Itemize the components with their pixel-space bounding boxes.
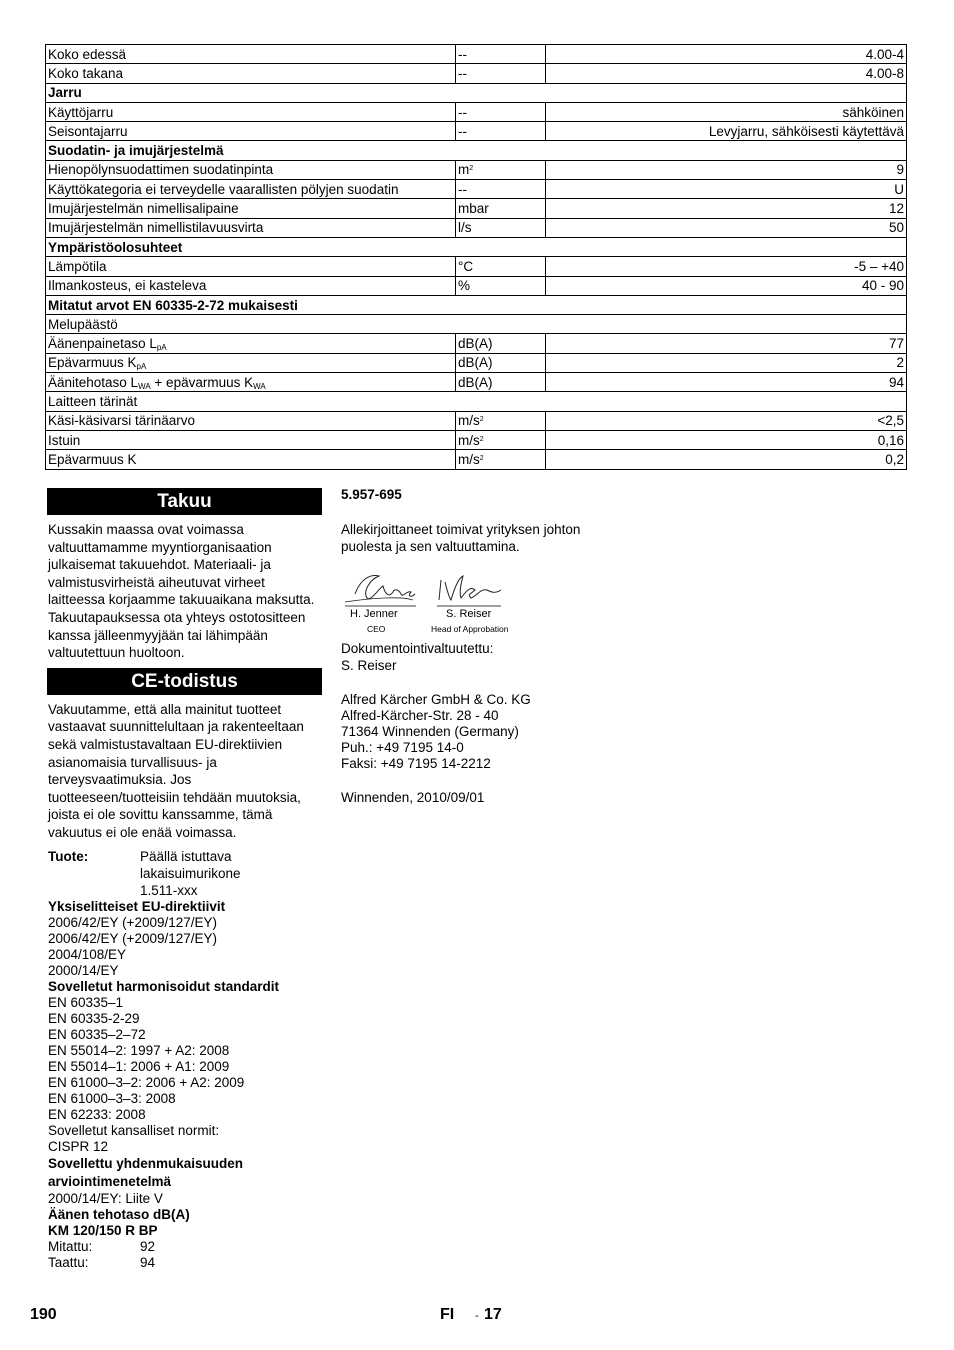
spec-value: 0,2 bbox=[546, 450, 907, 469]
spec-label: Hienopölynsuodattimen suodatinpinta bbox=[46, 160, 456, 179]
signatures bbox=[341, 568, 621, 634]
document-number: 5.957-695 bbox=[341, 487, 402, 502]
measured-value: 92 bbox=[140, 1238, 156, 1254]
spec-value: <2,5 bbox=[546, 411, 907, 430]
place-date: Winnenden, 2010/09/01 bbox=[341, 789, 485, 805]
spec-value: 4.00-8 bbox=[546, 64, 907, 83]
standard-item: EN 62233: 2008 bbox=[48, 1107, 146, 1123]
spec-row bbox=[46, 334, 907, 353]
spec-row bbox=[46, 141, 907, 160]
spec-label: Äänitehotaso $L_{WA}$ + epävarmuus $K_{WA}$ bbox=[46, 373, 456, 392]
directives-list bbox=[48, 915, 323, 979]
spec-value: 77 bbox=[546, 334, 907, 353]
spec-value: 0,16 bbox=[546, 430, 907, 449]
spec-unit: dB(A) bbox=[456, 373, 546, 392]
measured-label: Mitattu: bbox=[48, 1238, 93, 1254]
footer-separator: - bbox=[475, 1310, 479, 1322]
spec-value: 50 bbox=[546, 218, 907, 237]
company-address bbox=[341, 692, 621, 772]
spec-subsection: Melupäästö bbox=[46, 315, 907, 334]
spec-value: 4.00-4 bbox=[546, 45, 907, 64]
standard-item: EN 55014–1: 2006 + A1: 2009 bbox=[48, 1059, 230, 1075]
directive-item: 2006/42/EY (+2009/127/EY) bbox=[48, 931, 218, 947]
spec-row bbox=[46, 315, 907, 334]
standard-item: EN 61000–3–3: 2008 bbox=[48, 1091, 176, 1107]
spec-label: Epävarmuus K bbox=[46, 450, 456, 469]
spec-value: 2 bbox=[546, 353, 907, 372]
spec-row bbox=[46, 295, 907, 314]
address-line: Puh.: +49 7195 14-0 bbox=[341, 739, 464, 755]
spec-unit: -- bbox=[456, 64, 546, 83]
spec-unit: -- bbox=[456, 45, 546, 64]
conformity-value: 2000/14/EY: Liite V bbox=[48, 1190, 163, 1206]
spec-label: Koko edessä bbox=[46, 45, 456, 64]
spec-value: 40 - 90 bbox=[546, 276, 907, 295]
spec-row bbox=[46, 160, 907, 179]
conformity-title: Sovellettu yhdenmukaisuuden arviointimenetelmä bbox=[48, 1156, 244, 1189]
spec-value: U bbox=[546, 180, 907, 199]
address-line: Alfred Kärcher GmbH & Co. KG bbox=[341, 691, 531, 707]
spec-section-header: Mitatut arvot EN 60335-2-72 mukaisesti bbox=[46, 295, 907, 314]
spec-unit: % bbox=[456, 276, 546, 295]
signer-2-name: S. Reiser bbox=[446, 607, 492, 620]
language-code: FI bbox=[440, 1306, 455, 1323]
spec-row bbox=[46, 237, 907, 256]
product-type: 1.511-xxx bbox=[140, 883, 198, 899]
standards-title: Sovelletut harmonisoidut standardit bbox=[48, 979, 280, 995]
spec-row bbox=[46, 83, 907, 102]
spec-row bbox=[46, 199, 907, 218]
model-name: KM 120/150 R BP bbox=[48, 1222, 158, 1238]
spec-row bbox=[46, 411, 907, 430]
spec-unit: °C bbox=[456, 257, 546, 276]
spec-label: Koko takana bbox=[46, 64, 456, 83]
spec-subsection: Laitteen tärinät bbox=[46, 392, 907, 411]
spec-row bbox=[46, 257, 907, 276]
spec-label: Imujärjestelmän nimellisalipaine bbox=[46, 199, 456, 218]
page-number: 190 bbox=[30, 1306, 57, 1323]
spec-label: Imujärjestelmän nimellistilavuusvirta bbox=[46, 218, 456, 237]
spec-row bbox=[46, 373, 907, 392]
spec-unit: mbar bbox=[456, 199, 546, 218]
spec-row bbox=[46, 102, 907, 121]
spec-label: Lämpötila bbox=[46, 257, 456, 276]
spec-label: Käyttökategoria ei terveydelle vaarallisten pölyjen suodatin bbox=[46, 180, 456, 199]
spec-unit: l/s bbox=[456, 218, 546, 237]
standard-item: Sovelletut kansalliset normit: bbox=[48, 1123, 220, 1139]
standard-item: EN 55014–2: 1997 + A2: 2008 bbox=[48, 1043, 230, 1059]
signer-2-role: Head of Approbation bbox=[431, 623, 509, 634]
spec-value: -5 – +40 bbox=[546, 257, 907, 276]
spec-row bbox=[46, 122, 907, 141]
spec-unit: -- bbox=[456, 180, 546, 199]
takuu-heading: Takuu bbox=[47, 488, 322, 515]
spec-section-header: Suodatin- ja imujärjestelmä bbox=[46, 141, 907, 160]
spec-row bbox=[46, 276, 907, 295]
standard-item: EN 60335–1 bbox=[48, 995, 124, 1011]
section-page-number: 17 bbox=[484, 1306, 502, 1323]
spec-unit: dB(A) bbox=[456, 353, 546, 372]
signatories-text: Allekirjoittaneet toimivat yrityksen johton puolesta ja sen valtuuttamina. bbox=[341, 521, 581, 555]
spec-row bbox=[46, 45, 907, 64]
address-line: Alfred-Kärcher-Str. 28 - 40 bbox=[341, 707, 499, 723]
signer-1-name: H. Jenner bbox=[350, 607, 398, 620]
spec-label: Käyttöjarru bbox=[46, 102, 456, 121]
product-row bbox=[48, 848, 323, 900]
standards-list bbox=[48, 995, 323, 1155]
spec-value: Levyjarru, sähköisesti käytettävä bbox=[546, 122, 907, 141]
spec-unit: -- bbox=[456, 102, 546, 121]
spec-unit: -- bbox=[456, 122, 546, 141]
spec-row bbox=[46, 64, 907, 83]
sound-title: Äänen tehotaso dB(A) bbox=[48, 1206, 190, 1222]
doc-auth-name: S. Reiser bbox=[341, 658, 397, 674]
ce-text: Vakuutamme, että alla mainitut tuotteet vastaavat suunnittelultaan ja rakenteeltaan sekä valmistustavaltaan EU-direktiivien asianomaisia turvallisuus- ja terveysvaatimuksia. Jos tuotteeseen/tuotteisiin tehdään muutoksia, joista ei ole sovittu kanssamme, tämä vakuutus ei ole enää voimassa. bbox=[48, 701, 304, 840]
standard-item: EN 61000–3–2: 2006 + A2: 2009 bbox=[48, 1075, 245, 1091]
takuu-text: Kussakin maassa ovat voimassa valtuuttamamme myyntiorganisaation julkaisemat takuuehdot. Materiaali- ja valmistusvirheistä aiheutuvat virheet laitteessa korjaamme takuuaikana maksutta. Takuutapauksessa ota yhteys ostotositteen kanssa jälleenmyyjään tai lähimpään valtuutettuun huoltoon. bbox=[48, 522, 315, 661]
spec-label: Äänenpainetaso $L_{pA}$ bbox=[46, 334, 456, 353]
standard-item: CISPR 12 bbox=[48, 1139, 109, 1155]
directive-item: 2006/42/EY (+2009/127/EY) bbox=[48, 915, 218, 931]
left-column bbox=[48, 488, 323, 1271]
spec-row bbox=[46, 353, 907, 372]
address-line: 71364 Winnenden (Germany) bbox=[341, 723, 519, 739]
spec-label: Epävarmuus $K_{pA}$ bbox=[46, 353, 456, 372]
address-line: Faksi: +49 7195 14-2212 bbox=[341, 755, 491, 771]
product-label: Tuote: bbox=[48, 848, 89, 864]
spec-row bbox=[46, 450, 907, 469]
guaranteed-value: 94 bbox=[140, 1254, 156, 1270]
spec-value: 94 bbox=[546, 373, 907, 392]
guaranteed-row bbox=[48, 1255, 323, 1271]
signer-1-role: CEO bbox=[367, 623, 386, 634]
spec-section-header: Jarru bbox=[46, 83, 907, 102]
guaranteed-label: Taattu: bbox=[48, 1254, 89, 1270]
directive-item: 2004/108/EY bbox=[48, 947, 127, 963]
spec-value: 9 bbox=[546, 160, 907, 179]
spec-value: 12 bbox=[546, 199, 907, 218]
spec-section-header: Ympäristöolosuhteet bbox=[46, 237, 907, 256]
spec-value: sähköinen bbox=[546, 102, 907, 121]
directive-item: 2000/14/EY bbox=[48, 963, 119, 979]
standard-item: EN 60335–2–72 bbox=[48, 1027, 146, 1043]
spec-unit: $m/s^2$ bbox=[456, 450, 546, 469]
product-value: Päällä istuttava lakaisuimurikone bbox=[140, 848, 241, 881]
spec-unit: $m/s^2$ bbox=[456, 430, 546, 449]
directives-title: Yksiselitteiset EU-direktiivit bbox=[48, 899, 226, 915]
spec-unit: $m^2$ bbox=[456, 160, 546, 179]
spec-row bbox=[46, 430, 907, 449]
spec-row bbox=[46, 180, 907, 199]
spec-row bbox=[46, 218, 907, 237]
doc-auth-label: Dokumentointivaltuutettu: bbox=[341, 640, 494, 656]
spec-unit: $m/s^2$ bbox=[456, 411, 546, 430]
right-column bbox=[341, 486, 621, 807]
standard-item: EN 60335-2-29 bbox=[48, 1011, 140, 1027]
measured-row bbox=[48, 1239, 323, 1255]
spec-row bbox=[46, 392, 907, 411]
spec-label: Ilmankosteus, ei kasteleva bbox=[46, 276, 456, 295]
spec-label: Käsi-käsivarsi tärinäarvo bbox=[46, 411, 456, 430]
spec-unit: dB(A) bbox=[456, 334, 546, 353]
spec-label: Seisontajarru bbox=[46, 122, 456, 141]
spec-label: Istuin bbox=[46, 430, 456, 449]
ce-heading: CE-todistus bbox=[47, 668, 322, 695]
technical-data-table bbox=[45, 44, 907, 470]
